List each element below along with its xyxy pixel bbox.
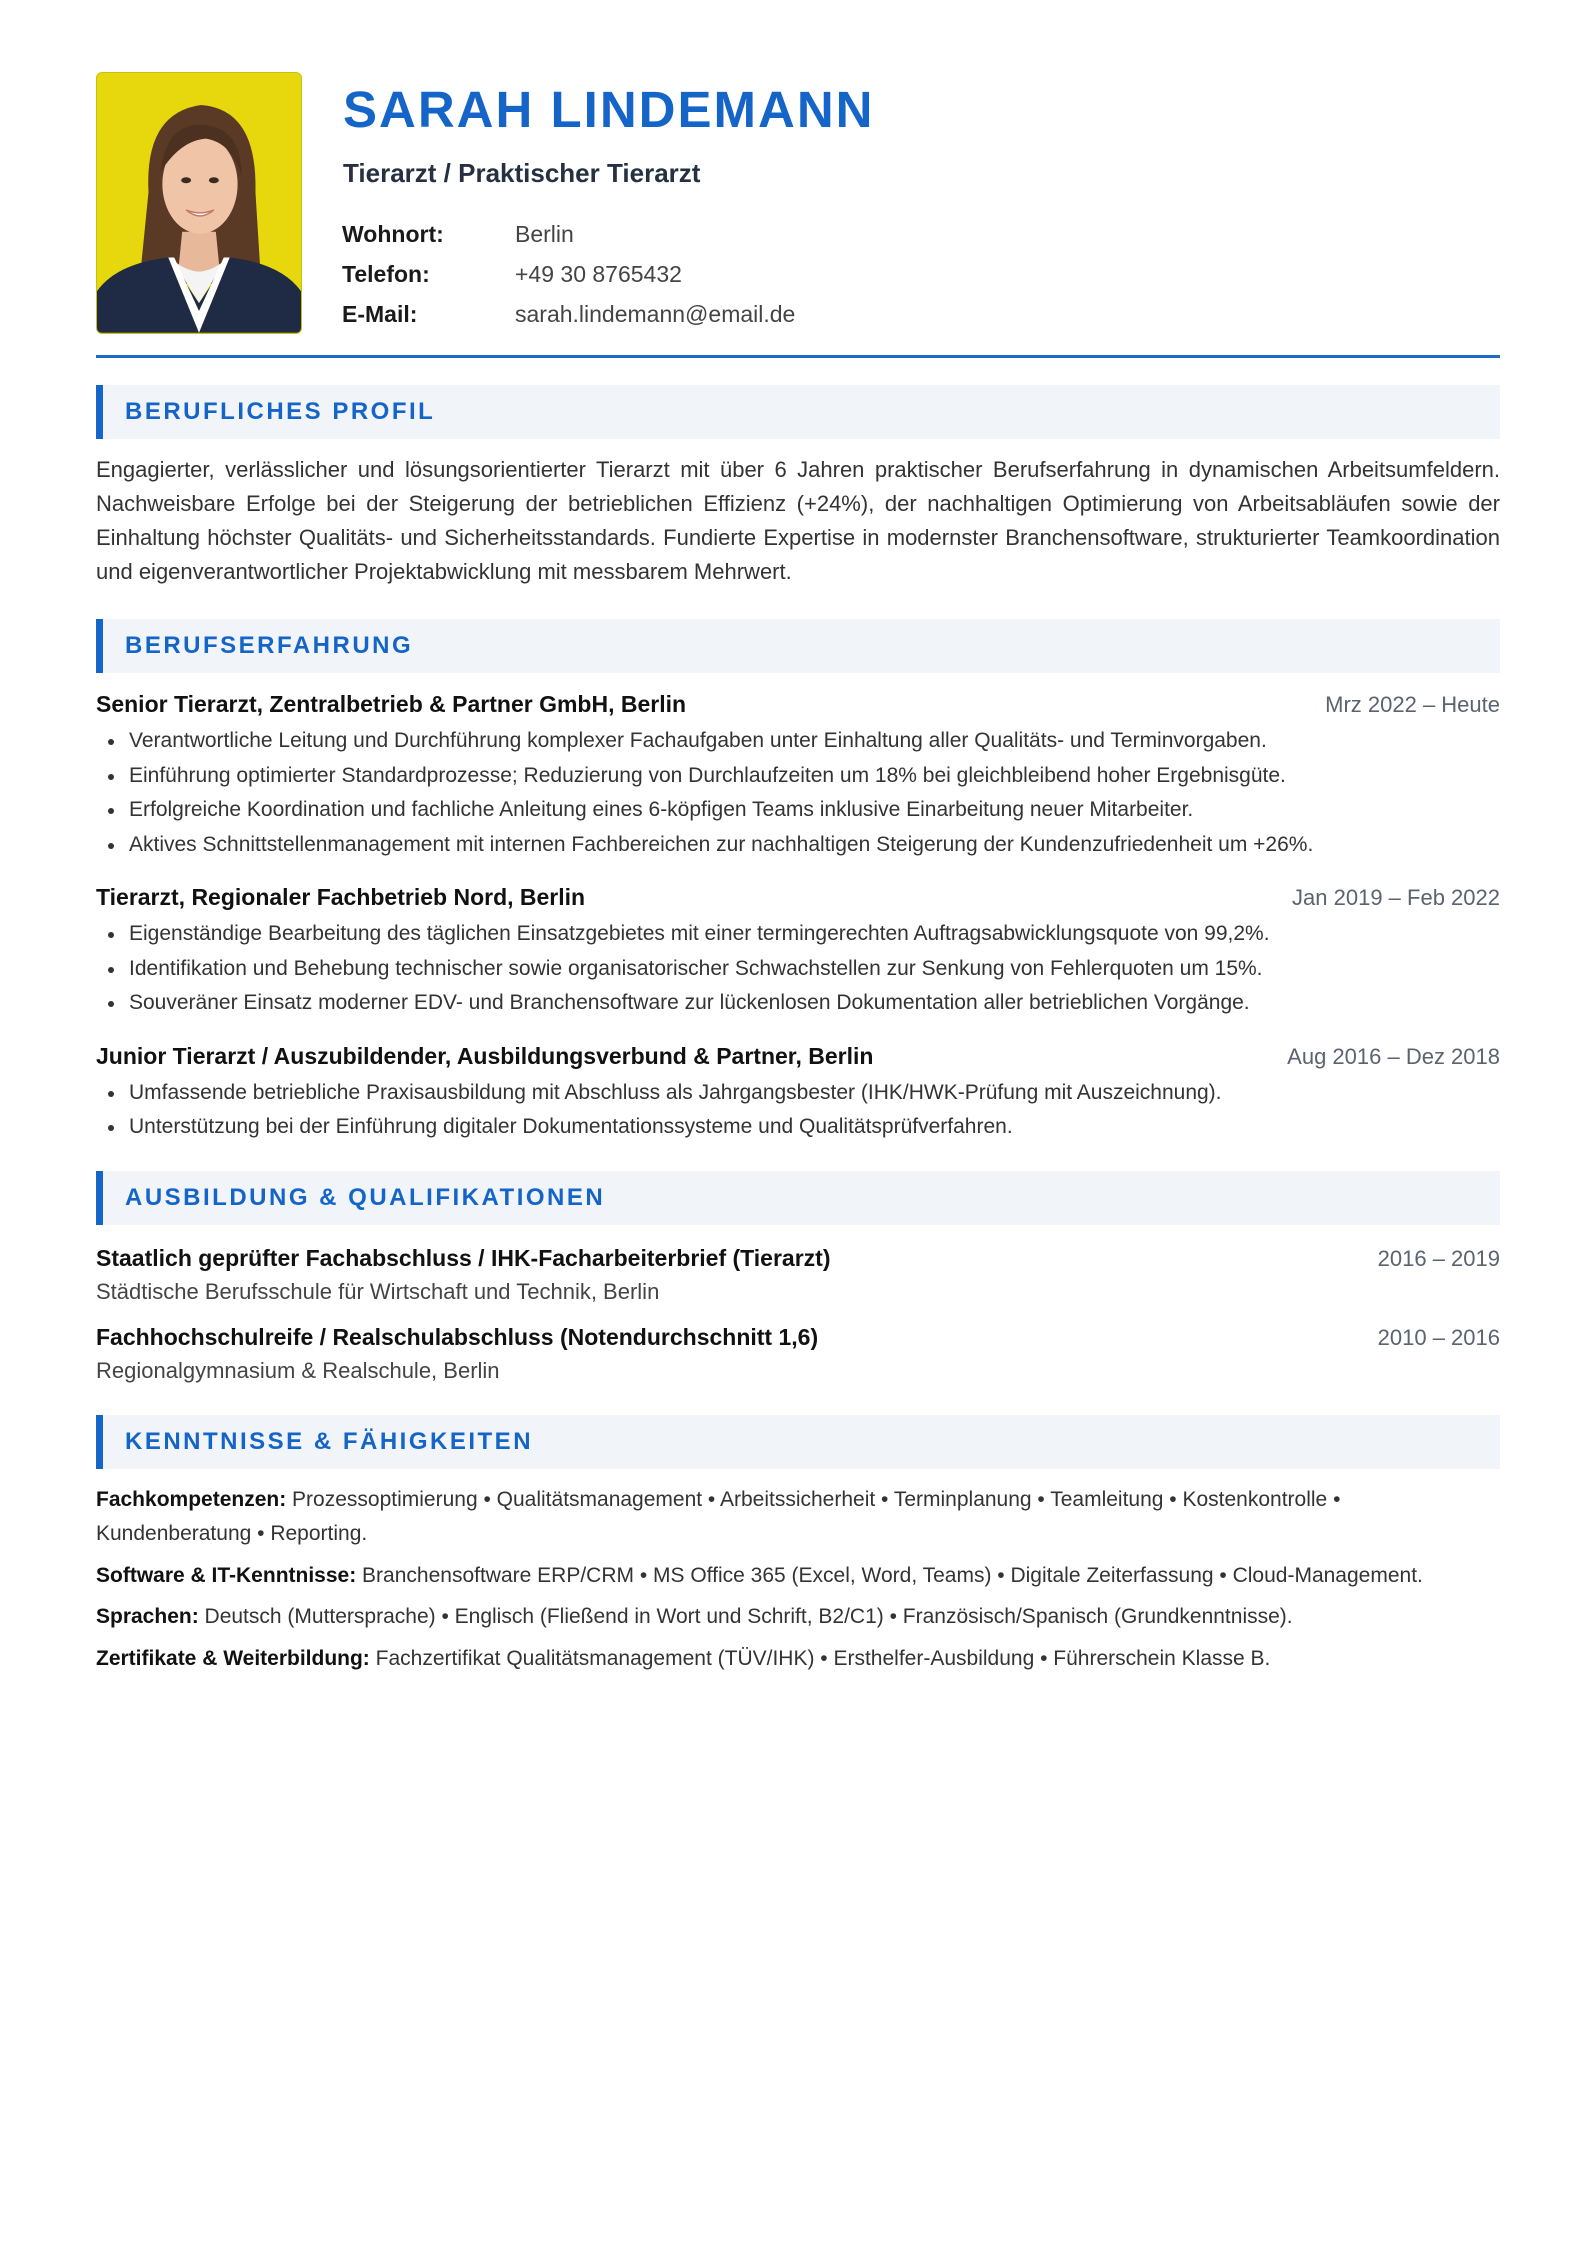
section-title: BERUFLICHES PROFIL (125, 398, 436, 425)
job-bullet: Aktives Schnittstellenmanagement mit internen Fachbereichen zur nachhaltigen Steigerung der Kundenzufriedenheit um +26%. (96, 828, 1500, 863)
education-degree: Fachhochschulreife / Realschulabschluss (Notendurchschnitt 1,6) (96, 1323, 819, 1350)
profile-text: Engagierter, verlässlicher und lösungsorientierter Tierarzt mit über 6 Jahren praktischer Berufserfahrung in dynamischen Arbeitsumfeldern. Nachweisbare Erfolge bei der Steigerung der betrieblichen Effizienz (+24%), der nachhaltigen Optimierung von Arbeitsabläufen sowie der Einhaltung höchster Qualitäts- und Sicherheitsstandards. Fundierte Expertise in modernster Branchensoftware, strukturierter Teamkoordination und eigenverantwortlicher Projektabwicklung mit messbarem Mehrwert. (96, 457, 1500, 584)
skill-value: Branchensoftware ERP/CRM • MS Office 365 (Excel, Word, Teams) • Digitale Zeiterfassung • Cloud-Management. (362, 1563, 1423, 1587)
job-bullet: Souveräner Einsatz moderner EDV- und Branchensoftware zur lückenlosen Dokumentation aller betrieblichen Vorgänge. (96, 986, 1500, 1021)
job-entry (96, 687, 1500, 862)
section-title: AUSBILDUNG & QUALIFIKATIONEN (125, 1183, 606, 1211)
contact-row-email (342, 294, 795, 334)
skills-block (96, 1483, 1500, 1677)
candidate-title: Tierarzt / Praktischer Tierarzt (343, 158, 701, 188)
skill-row (96, 1483, 1500, 1552)
section-header-education (96, 1171, 1500, 1225)
skill-row (96, 1559, 1500, 1594)
job-date: Mrz 2022 – Heute (1325, 692, 1500, 717)
job-date: Aug 2016 – Dez 2018 (1287, 1043, 1500, 1069)
skill-label: Fachkompetenzen: (96, 1487, 293, 1511)
skill-value: Deutsch (Muttersprache) • Englisch (Fließend in Wort und Schrift, B2/C1) • Französisch/Spanisch (Grundkenntnisse). (204, 1605, 1293, 1628)
education-school: Städtische Berufsschule für Wirtschaft und Technik, Berlin (96, 1278, 660, 1304)
education-entry (96, 1320, 1500, 1387)
section-header-skills (96, 1415, 1500, 1469)
job-bullet: Verantwortliche Leitung und Durchführung komplexer Fachaufgaben unter Einhaltung aller Qualitäts- und Terminvorgaben. (96, 724, 1500, 759)
job-date: Jan 2019 – Feb 2022 (1292, 885, 1500, 910)
contact-label: E-Mail: (342, 300, 418, 327)
education-date: 2010 – 2016 (1377, 1324, 1500, 1350)
contact-row-phone (342, 254, 795, 294)
education-school: Regionalgymnasium & Realschule, Berlin (96, 1357, 500, 1383)
job-bullet: Eigenständige Bearbeitung des täglichen Einsatzgebietes mit einer termingerechten Auftragsabwicklungsquote von 99,2%. (96, 917, 1500, 952)
skill-label: Sprachen: (96, 1605, 205, 1628)
job-role: Junior Tierarzt / Auszubildender, Ausbildungsverbund & Partner, Berlin (96, 1042, 874, 1069)
job-bullet: Umfassende betriebliche Praxisausbildung mit Abschluss als Jahrgangsbester (IHK/HWK-Prüfung mit Auszeichnung). (96, 1076, 1500, 1111)
job-role: Tierarzt, Regionaler Fachbetrieb Nord, Berlin (96, 884, 586, 910)
skill-row (96, 1600, 1500, 1635)
resume-header (96, 72, 1500, 358)
section-title: KENNTNISSE & FÄHIGKEITEN (125, 1427, 534, 1455)
job-bullet: Erfolgreiche Koordination und fachliche Anleitung eines 6-köpfigen Teams inklusive Einarbeitung neuer Mitarbeiter. (96, 793, 1500, 828)
contact-label: Wohnort: (342, 220, 444, 247)
skill-label: Zertifikate & Weiterbildung: (96, 1646, 376, 1670)
profile-photo (96, 72, 302, 334)
job-bullets (96, 1076, 1500, 1145)
education-entry (96, 1241, 1500, 1308)
candidate-name: SARAH LINDEMANN (343, 81, 875, 138)
job-bullets (96, 917, 1500, 1021)
job-role: Senior Tierarzt, Zentralbetrieb & Partner GmbH, Berlin (96, 691, 687, 717)
job-entry (96, 1039, 1500, 1145)
skill-value: Fachzertifikat Qualitätsmanagement (TÜV/IHK) • Ersthelfer-Ausbildung • Führerschein Klasse B. (375, 1646, 1271, 1670)
job-bullet: Einführung optimierter Standardprozesse; Reduzierung von Durchlaufzeiten um 18% bei gleichbleibend hoher Ergebnisgüte. (96, 759, 1500, 794)
section-header-profile (96, 385, 1500, 439)
section-header-experience (96, 619, 1500, 673)
education-date: 2016 – 2019 (1377, 1245, 1500, 1271)
skill-row (96, 1642, 1500, 1677)
job-bullet: Identifikation und Behebung technischer sowie organisatorischer Schwachstellen zur Senkung von Fehlerquoten um 15%. (96, 952, 1500, 987)
contact-value: sarah.lindemann@email.de (515, 300, 796, 327)
contact-row-residence (342, 214, 795, 254)
job-bullets (96, 724, 1500, 862)
education-degree: Staatlich geprüfter Fachabschluss / IHK-Facharbeiterbrief (Tierarzt) (96, 1244, 831, 1271)
contact-label: Telefon: (342, 260, 430, 287)
section-title: BERUFSERFAHRUNG (125, 632, 414, 659)
contact-block (342, 214, 795, 334)
job-entry (96, 880, 1500, 1021)
contact-value: Berlin (515, 220, 574, 247)
resume-page (96, 72, 1500, 1683)
job-bullet: Unterstützung bei der Einführung digitaler Dokumentationssysteme und Qualitätsprüfverfahren. (96, 1110, 1500, 1145)
skill-label: Software & IT-Kenntnisse: (96, 1563, 363, 1587)
contact-value: +49 30 8765432 (515, 260, 682, 287)
skill-value: Prozessoptimierung • Qualitätsmanagement • Arbeitssicherheit • Terminplanung • Teamleitung • Kostenkontrolle • Kundenberatung • Reporting. (96, 1487, 1341, 1545)
